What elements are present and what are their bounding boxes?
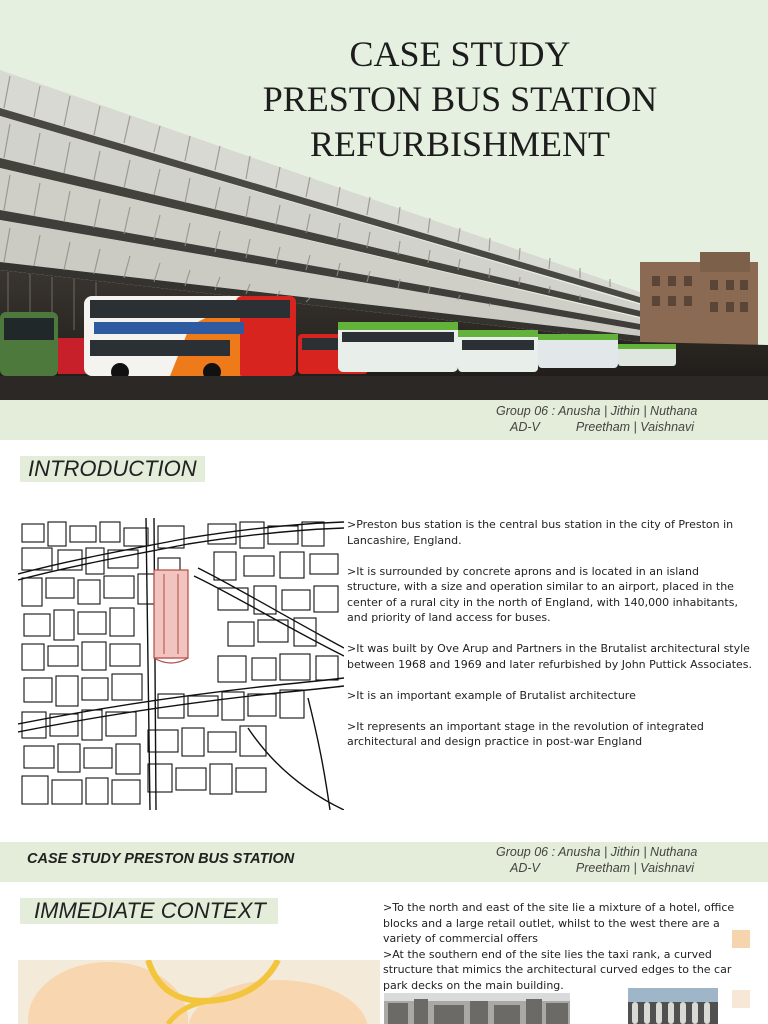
title-line-2: PRESTON BUS STATION [262, 79, 658, 119]
context-paragraph: >At the southern end of the site lies the taxi rank, a curved structure that mimics the architectural curved edges to the car park decks on the main building. [383, 947, 732, 992]
immediate-context-text [383, 900, 755, 993]
legend-swatch [732, 930, 750, 948]
intro-paragraph: >It represents an important stage in the revolution of integrated architectural and design practice in post-war England [347, 719, 704, 748]
group-names-1: Anusha | Jithin | Nuthana [558, 404, 698, 418]
introduction-heading: INTRODUCTION [20, 456, 205, 482]
title-line-1: CASE STUDY [349, 34, 571, 74]
intro-paragraph: >It is an important example of Brutalist architecture [347, 688, 636, 702]
hero-banner [0, 0, 768, 400]
page-title [215, 32, 705, 167]
context-photo-1 [384, 993, 570, 1024]
group-names-2: Preetham | Vaishnavi [575, 420, 694, 434]
group-label: Group 06 : [496, 845, 556, 859]
group-label: Group 06 : [496, 404, 556, 418]
context-map [18, 960, 380, 1024]
immediate-context-heading: IMMEDIATE CONTEXT [20, 898, 278, 924]
intro-paragraph: >Preston bus station is the central bus station in the city of Preston in Lancashire, England. [347, 518, 734, 547]
course-label: AD-V [510, 861, 540, 875]
group-line-1 [496, 404, 697, 418]
context-paragraph: >To the north and east of the site lie a mixture of a hotel, office blocks and a large retail outlet, whilst to the west there are a variety of commercial offers [383, 901, 735, 945]
section-bar-title: CASE STUDY PRESTON BUS STATION [27, 851, 295, 867]
introduction-text [347, 517, 753, 765]
context-map-drawing [18, 960, 380, 1024]
intro-paragraph: >It is surrounded by concrete aprons and is located in an island structure, with a size and operation similar to an airport, placed in the center of a rural city in the north of England, with 140,000 inhabitants, and priority of land access for buses. [347, 564, 738, 624]
site-plan-drawing [18, 518, 344, 810]
group-line-1 [496, 845, 697, 859]
group-line-2 [510, 420, 694, 434]
site-plan-map [18, 518, 344, 810]
intro-paragraph: >It was built by Ove Arup and Partners in the Brutalist architectural style between 1968 and 1969 and later refurbished by John Puttick Associates. [347, 642, 753, 671]
group-names-1: Anusha | Jithin | Nuthana [558, 845, 698, 859]
group-names-2: Preetham | Vaishnavi [575, 861, 694, 875]
group-line-2 [510, 861, 694, 875]
course-label: AD-V [510, 420, 540, 434]
context-photo-2 [628, 988, 718, 1024]
title-line-3: REFURBISHMENT [309, 124, 611, 164]
legend-swatch [732, 990, 750, 1008]
